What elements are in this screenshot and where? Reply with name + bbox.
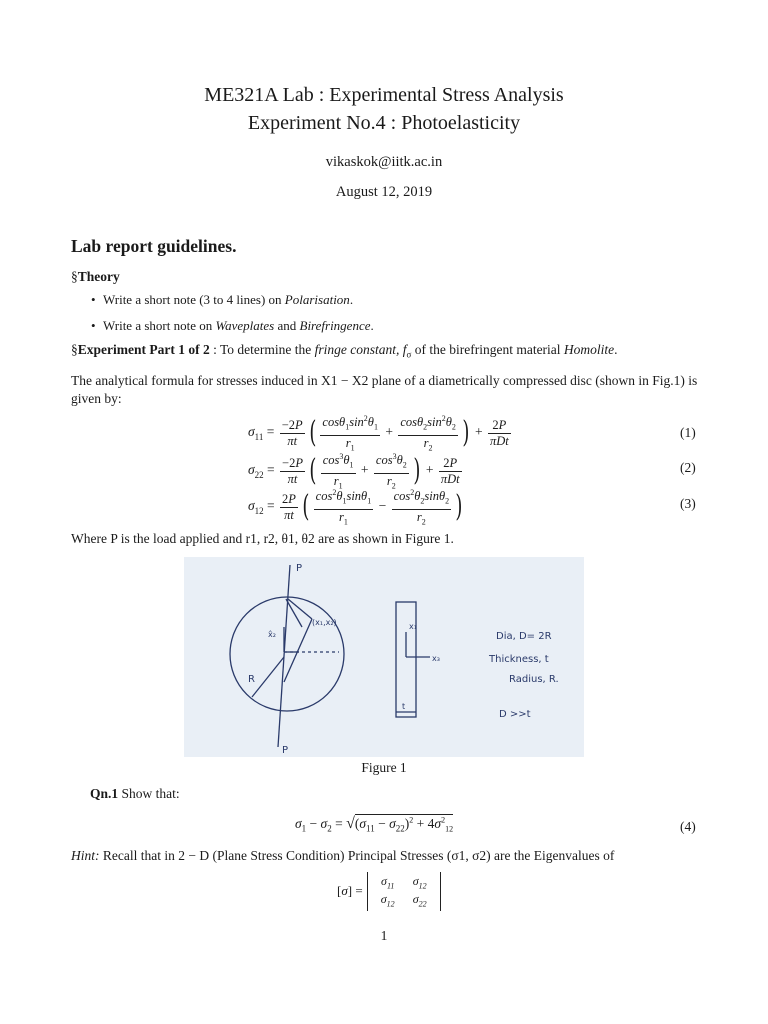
label-thickness: Thickness, t [489,654,549,665]
paragraph-analytical-formula: The analytical formula for stresses induced in X1 − X2 plane of a diametrically compressed disc (shown in Fig.1) is given by: [71,373,698,406]
page-number: 1 [380,928,388,943]
paragraph-load-definition: Where P is the load applied and r1, r2, θ1, θ2 are as shown in Figure 1. [71,531,454,546]
bullet-text: Write a short note (3 to 4 lines) on [103,292,285,307]
bullet-dot-icon: • [91,292,96,307]
equation-4: $\sigma_1 - \sigma_2 = √(\sigma_{11} - \sigma_{22})^2 + 4\sigma^2_{12}$ [295,815,454,834]
bullet-dot-icon: • [91,318,96,333]
radius-line [252,657,284,697]
material-name: Homolite [563,342,615,357]
label-point: (x₁,x₂) [312,618,337,627]
label-d-gg-t: D >>t [499,709,531,720]
load-line [278,565,290,747]
section-heading: Lab report guidelines. [71,236,237,256]
label-r: R [248,674,255,685]
equation-3: $\sigma_{12}$ = $\frac{2P}{\pi t}$ ( $\frac{\cos^2\theta_1\sin\theta_1}{r_1}$ − $\frac{\cos^2\theta_2\sin\theta_2}{r_2}$ ) [248,485,465,529]
stress-matrix: [σ] = $\sigma_{11}$ $\sigma_{12}$ $\sigma_{12}$ $\sigma_{22}$ [337,872,441,911]
theory-bullet-2 [91,318,374,334]
title-line-2: Experiment No.4 : Photoelasticity [247,112,521,134]
experiment-text: : To determine the [209,342,315,357]
r2-lower-line [284,619,312,682]
fringe-constant-subscript: σ [406,349,412,360]
section-marker: § [71,342,78,357]
fringe-constant-term: fringe constant, f [314,342,407,357]
experiment-text-b: of the birefringent material [411,342,564,357]
label-p-bottom: P [282,745,289,756]
equation-4-number: (4) [680,819,696,834]
hint-text: Recall that in 2 − D (Plane Stress Condition) Principal Stresses (σ1, σ2) are the Eigenvalues of [99,848,615,863]
hint-label: Hint: [71,848,100,863]
experiment-heading [71,342,618,360]
disc-diagram [184,557,584,757]
equation-1: $\sigma_{11}$ = $\frac{-2P}{\pi t}$ ( $\frac{\cos\theta_1\sin^2\theta_1}{r_1}$ + $\frac{\cos\theta_2\sin^2\theta_2}{r_2}$ ) + $\frac{2P}{\text{πDt}}$ [248,411,513,455]
bullet-text-mid: and [274,318,300,333]
bullet-text: Write a short note on [103,318,216,333]
title-line-1: ME321A Lab : Experimental Stress Analysis [204,84,564,106]
equation-1-number: (1) [680,425,696,440]
figure-1-sketch [184,557,584,757]
theory-label: Theory [77,269,120,284]
bullet-emphasis: Waveplates [215,318,275,333]
label-x1: x₁ [409,622,417,631]
theory-bullet-1 [91,292,353,308]
author-email: vikaskok@iitk.ac.in [325,154,443,170]
label-radius: Radius, R. [509,674,559,685]
bullet-suffix: . [370,318,374,333]
experiment-label: Experiment Part 1 of 2 [77,342,210,357]
bullet-suffix: . [349,292,354,307]
label-p-top: P [296,563,303,574]
disc-side-view [396,602,416,717]
bullet-emphasis-2: Birefringence [299,318,371,333]
equation-2: $\sigma_{22}$ = $\frac{-2P}{\pi t}$ ( $\frac{\cos^3\theta_1}{r_1}$ + $\frac{\cos^3\theta_2}{r_2}$ ) + $\frac{2P}{\text{πDt}}$ [248,449,464,493]
experiment-text-end: . [614,342,618,357]
document-date: August 12, 2019 [335,184,433,200]
section-marker: § [71,269,78,284]
question-text: Show that: [118,786,180,801]
bullet-emphasis: Polarisation [284,292,350,307]
question-label: Qn.1 [90,786,119,801]
equation-2-number: (2) [680,460,696,475]
label-dia: Dia, D= 2R [496,631,552,642]
figure-caption: Figure 1 [361,760,407,775]
equation-3-number: (3) [680,496,696,511]
label-x2-hat: x̂₂ [268,630,276,639]
question-1 [90,786,180,802]
hint-paragraph [71,848,614,864]
label-t: t [402,702,406,711]
label-x3: x₃ [432,654,440,663]
theory-heading [71,269,120,285]
